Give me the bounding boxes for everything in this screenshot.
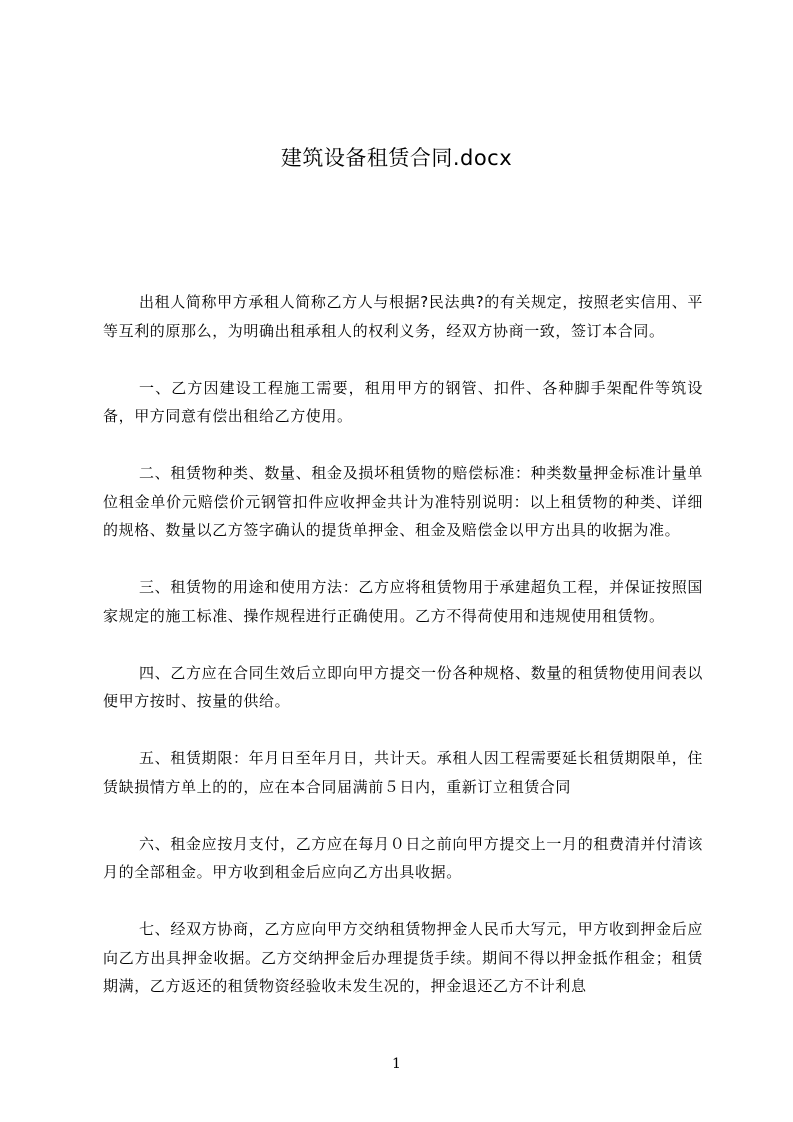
paragraph-clause-4: 四、乙方应在合同生效后立即向甲方提交一份各种规格、数量的租赁物使用间表以便甲方按时、按量的供给。: [103, 663, 703, 710]
document-body: [103, 288, 703, 1029]
document-title: 建筑设备租赁合同.docx: [280, 146, 513, 170]
page-number: 1: [392, 1056, 401, 1072]
paragraph-clause-7: 七、经双方协商，乙方应向甲方交纳租赁物押金人民币大写元，甲方收到押金后应向乙方出具押金收据。乙方交纳押金后办理提货手续。期间不得以押金抵作租金；租赁期满，乙方返还的租赁物资经验收未发生况的，押金退还乙方不计利息: [103, 920, 703, 995]
paragraph-clause-6: 六、租金应按月支付，乙方应在每月０日之前向甲方提交上一月的租费清并付清该月的全部租金。甲方收到租金后应向乙方出具收据。: [103, 834, 703, 881]
paragraph-clause-2: 二、租赁物种类、数量、租金及损坏租赁物的赔偿标准：种类数量押金标准计量单位租金单价元赔偿价元钢管扣件应收押金共计为准特别说明：以上租赁物的种类、详细的规格、数量以乙方签字确认的提货单押金、租金及赔偿金以甲方出具的收据为准。: [103, 464, 703, 539]
paragraph-preamble: 出租人简称甲方承租人简称乙方人与根据?民法典?的有关规定，按照老实信用、平等互利的原那么，为明确出租承租人的权利义务，经双方协商一致，签订本合同。: [103, 293, 703, 340]
paragraph-clause-1: 一、乙方因建设工程施工需要，租用甲方的钢管、扣件、各种脚手架配件等筑设备，甲方同意有偿出租给乙方使用。: [103, 378, 703, 425]
paragraph-clause-3: 三、租赁物的用途和使用方法：乙方应将租赁物用于承建超负工程，并保证按照国家规定的施工标准、操作规程进行正确使用。乙方不得荷使用和违规使用租赁物。: [103, 578, 703, 625]
paragraph-clause-5: 五、租赁期限：年月日至年月日，共计天。承租人因工程需要延长租赁期限单，住赁缺损情方单上的的，应在本合同届满前５日内，重新订立租赁合同: [103, 749, 703, 796]
